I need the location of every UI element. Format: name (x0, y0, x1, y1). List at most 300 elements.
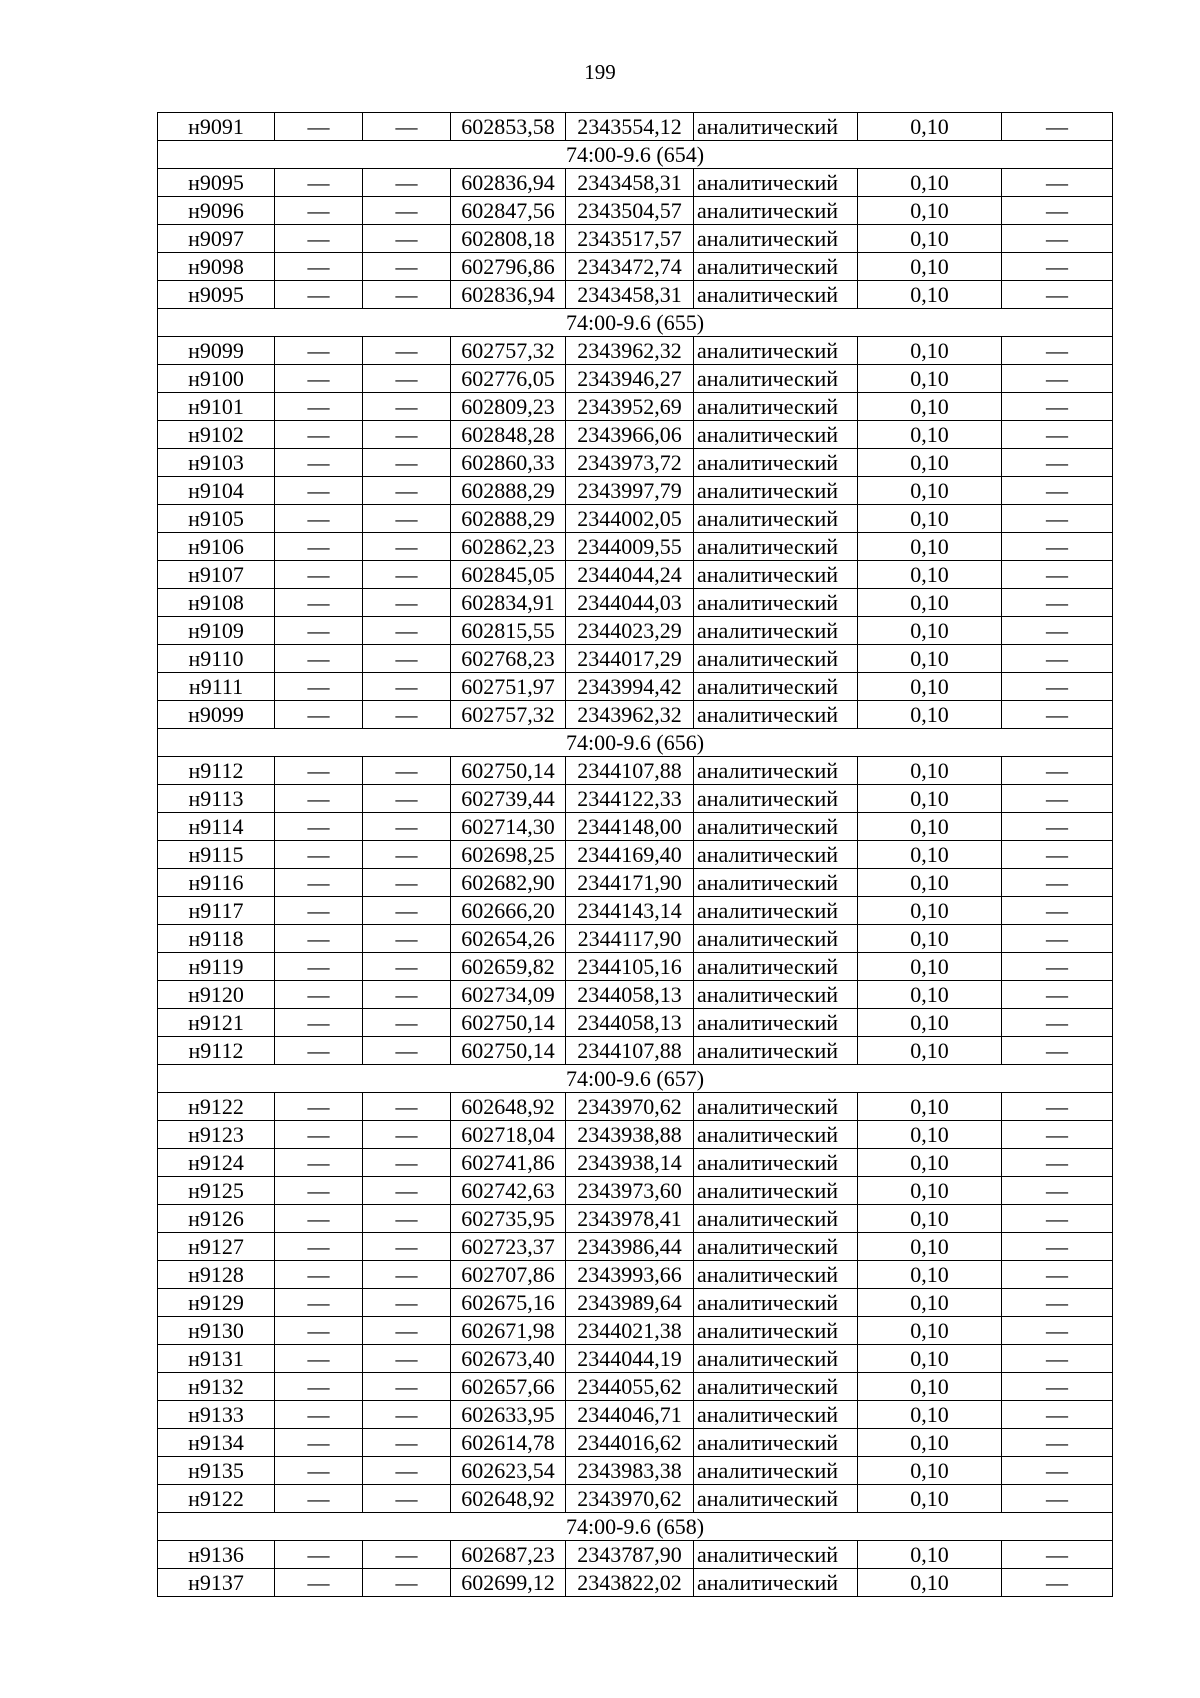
accuracy-cell: 0,10 (858, 337, 1002, 365)
y-coordinate-cell: 2344002,05 (566, 505, 694, 533)
empty-dash-cell: — (1002, 1457, 1113, 1485)
table-row (158, 1009, 1113, 1037)
x-coordinate-cell: 602862,23 (451, 533, 566, 561)
x-coordinate-cell: 602735,95 (451, 1205, 566, 1233)
empty-dash-cell: — (1002, 1485, 1113, 1513)
method-cell: аналитический (694, 589, 858, 617)
x-coordinate-cell: 602623,54 (451, 1457, 566, 1485)
accuracy-cell: 0,10 (858, 449, 1002, 477)
point-number-cell: н9123 (158, 1121, 275, 1149)
y-coordinate-cell: 2344105,16 (566, 953, 694, 981)
empty-dash-cell: — (275, 617, 363, 645)
x-coordinate-cell: 602714,30 (451, 813, 566, 841)
y-coordinate-cell: 2343986,44 (566, 1233, 694, 1261)
empty-dash-cell: — (1002, 477, 1113, 505)
accuracy-cell: 0,10 (858, 673, 1002, 701)
empty-dash-cell: — (363, 1457, 451, 1485)
x-coordinate-cell: 602845,05 (451, 561, 566, 589)
point-number-cell: н9125 (158, 1177, 275, 1205)
point-number-cell: н9115 (158, 841, 275, 869)
accuracy-cell: 0,10 (858, 981, 1002, 1009)
accuracy-cell: 0,10 (858, 1373, 1002, 1401)
accuracy-cell: 0,10 (858, 1121, 1002, 1149)
empty-dash-cell: — (275, 1317, 363, 1345)
empty-dash-cell: — (275, 953, 363, 981)
point-number-cell: н9100 (158, 365, 275, 393)
table-row (158, 197, 1113, 225)
method-cell: аналитический (694, 1037, 858, 1065)
empty-dash-cell: — (1002, 925, 1113, 953)
empty-dash-cell: — (1002, 197, 1113, 225)
empty-dash-cell: — (275, 785, 363, 813)
table-row (158, 1485, 1113, 1513)
method-cell: аналитический (694, 337, 858, 365)
table-row (158, 953, 1113, 981)
table-row (158, 1457, 1113, 1485)
point-number-cell: н9098 (158, 253, 275, 281)
method-cell: аналитический (694, 281, 858, 309)
x-coordinate-cell: 602809,23 (451, 393, 566, 421)
empty-dash-cell: — (363, 757, 451, 785)
table-row (158, 673, 1113, 701)
accuracy-cell: 0,10 (858, 1541, 1002, 1569)
y-coordinate-cell: 2343554,12 (566, 113, 694, 141)
empty-dash-cell: — (1002, 1093, 1113, 1121)
table-row (158, 225, 1113, 253)
empty-dash-cell: — (363, 365, 451, 393)
empty-dash-cell: — (275, 505, 363, 533)
point-number-cell: н9130 (158, 1317, 275, 1345)
point-number-cell: н9113 (158, 785, 275, 813)
method-cell: аналитический (694, 1233, 858, 1261)
x-coordinate-cell: 602654,26 (451, 925, 566, 953)
empty-dash-cell: — (363, 1345, 451, 1373)
accuracy-cell: 0,10 (858, 421, 1002, 449)
y-coordinate-cell: 2343970,62 (566, 1093, 694, 1121)
y-coordinate-cell: 2343787,90 (566, 1541, 694, 1569)
method-cell: аналитический (694, 841, 858, 869)
empty-dash-cell: — (363, 197, 451, 225)
empty-dash-cell: — (363, 449, 451, 477)
point-number-cell: н9137 (158, 1569, 275, 1597)
point-number-cell: н9101 (158, 393, 275, 421)
empty-dash-cell: — (1002, 813, 1113, 841)
empty-dash-cell: — (1002, 1037, 1113, 1065)
method-cell: аналитический (694, 1149, 858, 1177)
table-row (158, 281, 1113, 309)
empty-dash-cell: — (275, 337, 363, 365)
empty-dash-cell: — (1002, 1541, 1113, 1569)
empty-dash-cell: — (363, 869, 451, 897)
table-row (158, 449, 1113, 477)
empty-dash-cell: — (363, 421, 451, 449)
table-row (158, 421, 1113, 449)
empty-dash-cell: — (1002, 869, 1113, 897)
point-number-cell: н9099 (158, 701, 275, 729)
point-number-cell: н9097 (158, 225, 275, 253)
table-row (158, 533, 1113, 561)
empty-dash-cell: — (1002, 393, 1113, 421)
table-row (158, 981, 1113, 1009)
method-cell: аналитический (694, 561, 858, 589)
point-number-cell: н9114 (158, 813, 275, 841)
accuracy-cell: 0,10 (858, 1205, 1002, 1233)
table-row (158, 253, 1113, 281)
accuracy-cell: 0,10 (858, 1401, 1002, 1429)
coordinates-table (157, 112, 1113, 1597)
x-coordinate-cell: 602751,97 (451, 673, 566, 701)
table-row (158, 1373, 1113, 1401)
y-coordinate-cell: 2344122,33 (566, 785, 694, 813)
empty-dash-cell: — (275, 533, 363, 561)
table-row (158, 617, 1113, 645)
empty-dash-cell: — (275, 701, 363, 729)
empty-dash-cell: — (275, 1009, 363, 1037)
empty-dash-cell: — (363, 169, 451, 197)
x-coordinate-cell: 602648,92 (451, 1093, 566, 1121)
point-number-cell: н9095 (158, 281, 275, 309)
point-number-cell: н9131 (158, 1345, 275, 1373)
y-coordinate-cell: 2344044,24 (566, 561, 694, 589)
empty-dash-cell: — (363, 1009, 451, 1037)
method-cell: аналитический (694, 421, 858, 449)
table-row (158, 337, 1113, 365)
method-cell: аналитический (694, 393, 858, 421)
empty-dash-cell: — (1002, 841, 1113, 869)
empty-dash-cell: — (1002, 337, 1113, 365)
empty-dash-cell: — (363, 337, 451, 365)
accuracy-cell: 0,10 (858, 365, 1002, 393)
empty-dash-cell: — (1002, 1261, 1113, 1289)
x-coordinate-cell: 602742,63 (451, 1177, 566, 1205)
table-row (158, 645, 1113, 673)
point-number-cell: н9104 (158, 477, 275, 505)
empty-dash-cell: — (363, 1149, 451, 1177)
y-coordinate-cell: 2344046,71 (566, 1401, 694, 1429)
y-coordinate-cell: 2344058,13 (566, 1009, 694, 1037)
accuracy-cell: 0,10 (858, 393, 1002, 421)
empty-dash-cell: — (363, 1289, 451, 1317)
method-cell: аналитический (694, 1205, 858, 1233)
empty-dash-cell: — (275, 1093, 363, 1121)
point-number-cell: н9128 (158, 1261, 275, 1289)
section-title: 74:00-9.6 (654) (158, 141, 1113, 169)
x-coordinate-cell: 602671,98 (451, 1317, 566, 1345)
method-cell: аналитический (694, 1457, 858, 1485)
empty-dash-cell: — (1002, 673, 1113, 701)
table-row (158, 477, 1113, 505)
empty-dash-cell: — (275, 1177, 363, 1205)
method-cell: аналитический (694, 1569, 858, 1597)
method-cell: аналитический (694, 953, 858, 981)
x-coordinate-cell: 602734,09 (451, 981, 566, 1009)
empty-dash-cell: — (275, 1569, 363, 1597)
empty-dash-cell: — (275, 477, 363, 505)
x-coordinate-cell: 602750,14 (451, 1009, 566, 1037)
table-row (158, 1345, 1113, 1373)
point-number-cell: н9129 (158, 1289, 275, 1317)
point-number-cell: н9099 (158, 337, 275, 365)
table-row (158, 505, 1113, 533)
empty-dash-cell: — (1002, 1345, 1113, 1373)
point-number-cell: н9096 (158, 197, 275, 225)
method-cell: аналитический (694, 505, 858, 533)
y-coordinate-cell: 2344044,03 (566, 589, 694, 617)
table-row (158, 1121, 1113, 1149)
empty-dash-cell: — (1002, 253, 1113, 281)
method-cell: аналитический (694, 869, 858, 897)
empty-dash-cell: — (363, 113, 451, 141)
table-row (158, 897, 1113, 925)
table-row (158, 1317, 1113, 1345)
empty-dash-cell: — (363, 1233, 451, 1261)
empty-dash-cell: — (363, 981, 451, 1009)
y-coordinate-cell: 2343938,14 (566, 1149, 694, 1177)
empty-dash-cell: — (363, 589, 451, 617)
x-coordinate-cell: 602888,29 (451, 477, 566, 505)
point-number-cell: н9112 (158, 1037, 275, 1065)
y-coordinate-cell: 2344021,38 (566, 1317, 694, 1345)
table-row (158, 561, 1113, 589)
point-number-cell: н9118 (158, 925, 275, 953)
method-cell: аналитический (694, 645, 858, 673)
y-coordinate-cell: 2344023,29 (566, 617, 694, 645)
x-coordinate-cell: 602666,20 (451, 897, 566, 925)
y-coordinate-cell: 2343973,72 (566, 449, 694, 477)
empty-dash-cell: — (275, 1149, 363, 1177)
empty-dash-cell: — (363, 393, 451, 421)
empty-dash-cell: — (1002, 1121, 1113, 1149)
accuracy-cell: 0,10 (858, 1177, 1002, 1205)
table-row (158, 1093, 1113, 1121)
accuracy-cell: 0,10 (858, 505, 1002, 533)
table-row (158, 1177, 1113, 1205)
point-number-cell: н9109 (158, 617, 275, 645)
point-number-cell: н9107 (158, 561, 275, 589)
method-cell: аналитический (694, 1541, 858, 1569)
empty-dash-cell: — (1002, 953, 1113, 981)
empty-dash-cell: — (363, 1429, 451, 1457)
empty-dash-cell: — (275, 449, 363, 477)
x-coordinate-cell: 602750,14 (451, 1037, 566, 1065)
empty-dash-cell: — (275, 1485, 363, 1513)
method-cell: аналитический (694, 897, 858, 925)
empty-dash-cell: — (363, 1093, 451, 1121)
empty-dash-cell: — (275, 113, 363, 141)
empty-dash-cell: — (275, 1233, 363, 1261)
accuracy-cell: 0,10 (858, 1093, 1002, 1121)
empty-dash-cell: — (275, 841, 363, 869)
y-coordinate-cell: 2343970,62 (566, 1485, 694, 1513)
y-coordinate-cell: 2343458,31 (566, 169, 694, 197)
empty-dash-cell: — (275, 925, 363, 953)
empty-dash-cell: — (1002, 1289, 1113, 1317)
empty-dash-cell: — (363, 1037, 451, 1065)
table-row (158, 1401, 1113, 1429)
method-cell: аналитический (694, 701, 858, 729)
section-header-row (158, 1065, 1113, 1093)
x-coordinate-cell: 602853,58 (451, 113, 566, 141)
section-title: 74:00-9.6 (655) (158, 309, 1113, 337)
accuracy-cell: 0,10 (858, 897, 1002, 925)
empty-dash-cell: — (275, 225, 363, 253)
table-row (158, 925, 1113, 953)
empty-dash-cell: — (275, 1261, 363, 1289)
y-coordinate-cell: 2344107,88 (566, 1037, 694, 1065)
accuracy-cell: 0,10 (858, 281, 1002, 309)
y-coordinate-cell: 2343517,57 (566, 225, 694, 253)
point-number-cell: н9116 (158, 869, 275, 897)
table-row (158, 113, 1113, 141)
empty-dash-cell: — (363, 1205, 451, 1233)
method-cell: аналитический (694, 1373, 858, 1401)
empty-dash-cell: — (363, 1485, 451, 1513)
accuracy-cell: 0,10 (858, 169, 1002, 197)
point-number-cell: н9122 (158, 1485, 275, 1513)
empty-dash-cell: — (275, 561, 363, 589)
empty-dash-cell: — (363, 897, 451, 925)
x-coordinate-cell: 602687,23 (451, 1541, 566, 1569)
y-coordinate-cell: 2343962,32 (566, 337, 694, 365)
empty-dash-cell: — (275, 645, 363, 673)
method-cell: аналитический (694, 813, 858, 841)
empty-dash-cell: — (275, 1401, 363, 1429)
y-coordinate-cell: 2343993,66 (566, 1261, 694, 1289)
empty-dash-cell: — (275, 813, 363, 841)
table-row (158, 785, 1113, 813)
accuracy-cell: 0,10 (858, 1149, 1002, 1177)
y-coordinate-cell: 2344148,00 (566, 813, 694, 841)
empty-dash-cell: — (363, 1177, 451, 1205)
empty-dash-cell: — (363, 1541, 451, 1569)
empty-dash-cell: — (1002, 1177, 1113, 1205)
y-coordinate-cell: 2343822,02 (566, 1569, 694, 1597)
y-coordinate-cell: 2343952,69 (566, 393, 694, 421)
empty-dash-cell: — (1002, 365, 1113, 393)
empty-dash-cell: — (363, 253, 451, 281)
table-row (158, 365, 1113, 393)
x-coordinate-cell: 602815,55 (451, 617, 566, 645)
accuracy-cell: 0,10 (858, 1569, 1002, 1597)
empty-dash-cell: — (363, 1261, 451, 1289)
empty-dash-cell: — (363, 617, 451, 645)
accuracy-cell: 0,10 (858, 869, 1002, 897)
empty-dash-cell: — (363, 1569, 451, 1597)
empty-dash-cell: — (1002, 1149, 1113, 1177)
x-coordinate-cell: 602757,32 (451, 701, 566, 729)
empty-dash-cell: — (275, 253, 363, 281)
accuracy-cell: 0,10 (858, 1289, 1002, 1317)
empty-dash-cell: — (1002, 645, 1113, 673)
accuracy-cell: 0,10 (858, 1261, 1002, 1289)
point-number-cell: н9135 (158, 1457, 275, 1485)
section-header-row (158, 309, 1113, 337)
method-cell: аналитический (694, 1009, 858, 1037)
accuracy-cell: 0,10 (858, 1233, 1002, 1261)
empty-dash-cell: — (1002, 281, 1113, 309)
method-cell: аналитический (694, 169, 858, 197)
empty-dash-cell: — (275, 365, 363, 393)
accuracy-cell: 0,10 (858, 701, 1002, 729)
empty-dash-cell: — (275, 1457, 363, 1485)
method-cell: аналитический (694, 365, 858, 393)
point-number-cell: н9112 (158, 757, 275, 785)
point-number-cell: н9119 (158, 953, 275, 981)
accuracy-cell: 0,10 (858, 813, 1002, 841)
empty-dash-cell: — (1002, 1569, 1113, 1597)
accuracy-cell: 0,10 (858, 1457, 1002, 1485)
y-coordinate-cell: 2344009,55 (566, 533, 694, 561)
empty-dash-cell: — (363, 673, 451, 701)
empty-dash-cell: — (1002, 421, 1113, 449)
method-cell: аналитический (694, 757, 858, 785)
section-title: 74:00-9.6 (658) (158, 1513, 1113, 1541)
page-number: 199 (584, 60, 616, 84)
point-number-cell: н9108 (158, 589, 275, 617)
point-number-cell: н9103 (158, 449, 275, 477)
accuracy-cell: 0,10 (858, 533, 1002, 561)
point-number-cell: н9122 (158, 1093, 275, 1121)
y-coordinate-cell: 2344055,62 (566, 1373, 694, 1401)
y-coordinate-cell: 2343978,41 (566, 1205, 694, 1233)
y-coordinate-cell: 2343997,79 (566, 477, 694, 505)
empty-dash-cell: — (363, 925, 451, 953)
method-cell: аналитический (694, 673, 858, 701)
y-coordinate-cell: 2343472,74 (566, 253, 694, 281)
table-row (158, 1149, 1113, 1177)
x-coordinate-cell: 602768,23 (451, 645, 566, 673)
empty-dash-cell: — (275, 981, 363, 1009)
section-header-row (158, 729, 1113, 757)
table-row (158, 757, 1113, 785)
accuracy-cell: 0,10 (858, 785, 1002, 813)
y-coordinate-cell: 2344171,90 (566, 869, 694, 897)
x-coordinate-cell: 602675,16 (451, 1289, 566, 1317)
x-coordinate-cell: 602633,95 (451, 1401, 566, 1429)
x-coordinate-cell: 602750,14 (451, 757, 566, 785)
empty-dash-cell: — (363, 1373, 451, 1401)
accuracy-cell: 0,10 (858, 841, 1002, 869)
empty-dash-cell: — (1002, 225, 1113, 253)
empty-dash-cell: — (275, 673, 363, 701)
x-coordinate-cell: 602707,86 (451, 1261, 566, 1289)
method-cell: аналитический (694, 1289, 858, 1317)
empty-dash-cell: — (1002, 449, 1113, 477)
table-row (158, 169, 1113, 197)
empty-dash-cell: — (1002, 701, 1113, 729)
empty-dash-cell: — (275, 589, 363, 617)
table-row (158, 1429, 1113, 1457)
accuracy-cell: 0,10 (858, 1429, 1002, 1457)
point-number-cell: н9120 (158, 981, 275, 1009)
point-number-cell: н9106 (158, 533, 275, 561)
x-coordinate-cell: 602739,44 (451, 785, 566, 813)
method-cell: аналитический (694, 1429, 858, 1457)
empty-dash-cell: — (1002, 1373, 1113, 1401)
empty-dash-cell: — (275, 1289, 363, 1317)
x-coordinate-cell: 602673,40 (451, 1345, 566, 1373)
y-coordinate-cell: 2343946,27 (566, 365, 694, 393)
point-number-cell: н9117 (158, 897, 275, 925)
table-row (158, 1569, 1113, 1597)
empty-dash-cell: — (275, 1205, 363, 1233)
empty-dash-cell: — (275, 1345, 363, 1373)
y-coordinate-cell: 2344058,13 (566, 981, 694, 1009)
y-coordinate-cell: 2344107,88 (566, 757, 694, 785)
y-coordinate-cell: 2343994,42 (566, 673, 694, 701)
empty-dash-cell: — (275, 421, 363, 449)
accuracy-cell: 0,10 (858, 925, 1002, 953)
